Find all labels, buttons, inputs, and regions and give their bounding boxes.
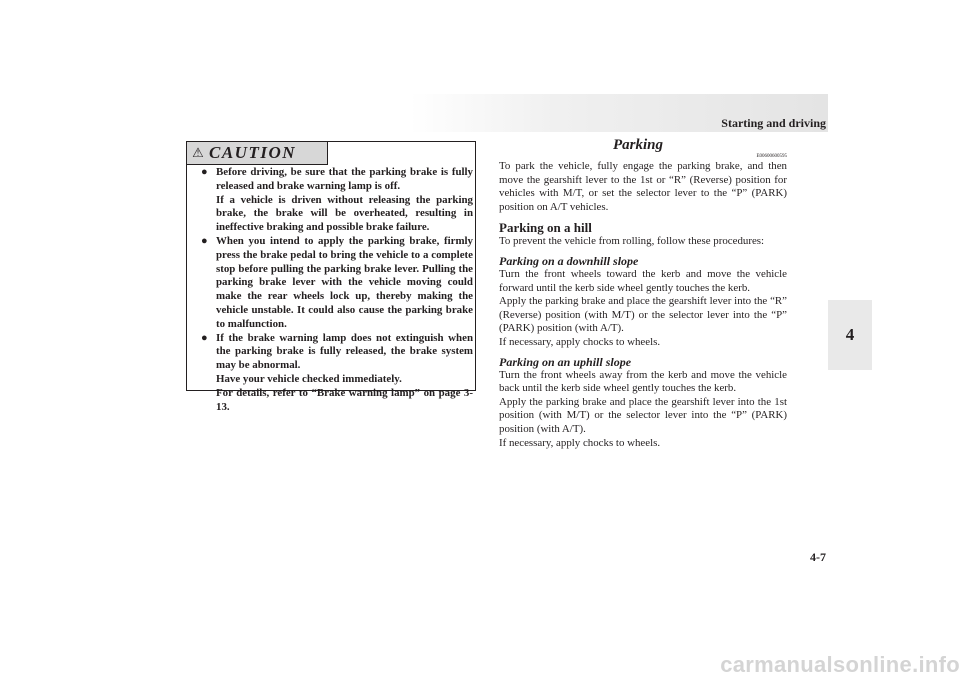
page-number: 4-7 <box>810 550 826 564</box>
caution-text: When you intend to apply the parking brake, firmly press the brake pedal to bring the vehicle to a complete stop before pulling the parking brake lever. Pulling the parking brake lever with the vehicle moving could make the rear wheels lock up, thereby making the vehicle unstable. It could also cause the parking brake to malfunction. <box>216 234 473 330</box>
caution-text: Before driving, be sure that the parking brake is fully released and brake warning lamp is off. <box>216 166 473 192</box>
caution-list <box>201 166 473 414</box>
bullet-icon: ● <box>201 166 208 178</box>
warning-triangle-icon: ⚠ <box>192 145 204 160</box>
caution-box <box>186 141 476 413</box>
uphill-text: Apply the parking brake and place the gearshift lever into the 1st position (with M/T) or the selector lever into the “P” (PARK) position (with A/T). <box>499 395 787 435</box>
downhill-text: Apply the parking brake and place the gearshift lever into the “R” (Reverse) position (with M/T) or the selector lever into the “P” (PARK) position (with A/T). <box>499 295 787 335</box>
watermark-link[interactable]: carmanualsonline.info <box>720 652 960 677</box>
section-code: E00600600595 <box>756 154 787 159</box>
caution-header <box>187 142 328 165</box>
caution-text: If the brake warning lamp does not extinguish when the parking brake is fully released, the brake system may be abnormal. <box>216 331 473 372</box>
caution-text: If a vehicle is driven without releasing the parking brake, the brake will be overheated, resulting in ineffective braking and possible brake failure. <box>216 193 473 234</box>
caution-text: For details, refer to “Brake warning lamp” on page 3-13. <box>216 386 473 413</box>
parking-section <box>499 136 787 450</box>
parking-intro: To park the vehicle, fully engage the parking brake, and then move the gearshift lever to the 1st or “R” (Reverse) position for vehicles with M/T, or set the selector lever to the “P” (PARK) position on A/T vehicles. <box>499 160 787 213</box>
uphill-text: If necessary, apply chocks to wheels. <box>499 436 661 449</box>
uphill-text: Turn the front wheels away from the kerb and move the vehicle back until the kerb side wheel gently touches the kerb. <box>499 368 787 395</box>
section-title: Parking <box>612 137 663 153</box>
hill-intro: To prevent the vehicle from rolling, follow these procedures: <box>499 235 765 248</box>
chapter-tab <box>828 300 872 370</box>
caution-item <box>201 332 473 415</box>
caution-title: CAUTION <box>209 143 297 162</box>
bullet-icon: ● <box>201 234 208 247</box>
downhill-text: If necessary, apply chocks to wheels. <box>499 335 661 348</box>
hill-heading: Parking on a hill <box>499 220 592 236</box>
header-title: Starting and driving <box>721 116 826 130</box>
downhill-text: Turn the front wheels toward the kerb and move the vehicle forward until the kerb side wheel gently touches the kerb. <box>499 267 787 294</box>
uphill-heading: Parking on an uphill slope <box>499 354 632 369</box>
chapter-number: 4 <box>845 325 855 344</box>
caution-item <box>201 166 473 235</box>
caution-item <box>201 235 473 332</box>
caution-text: Have your vehicle checked immediately. <box>216 372 402 385</box>
bullet-icon: ● <box>201 331 208 344</box>
downhill-heading: Parking on a downhill slope <box>499 253 639 268</box>
